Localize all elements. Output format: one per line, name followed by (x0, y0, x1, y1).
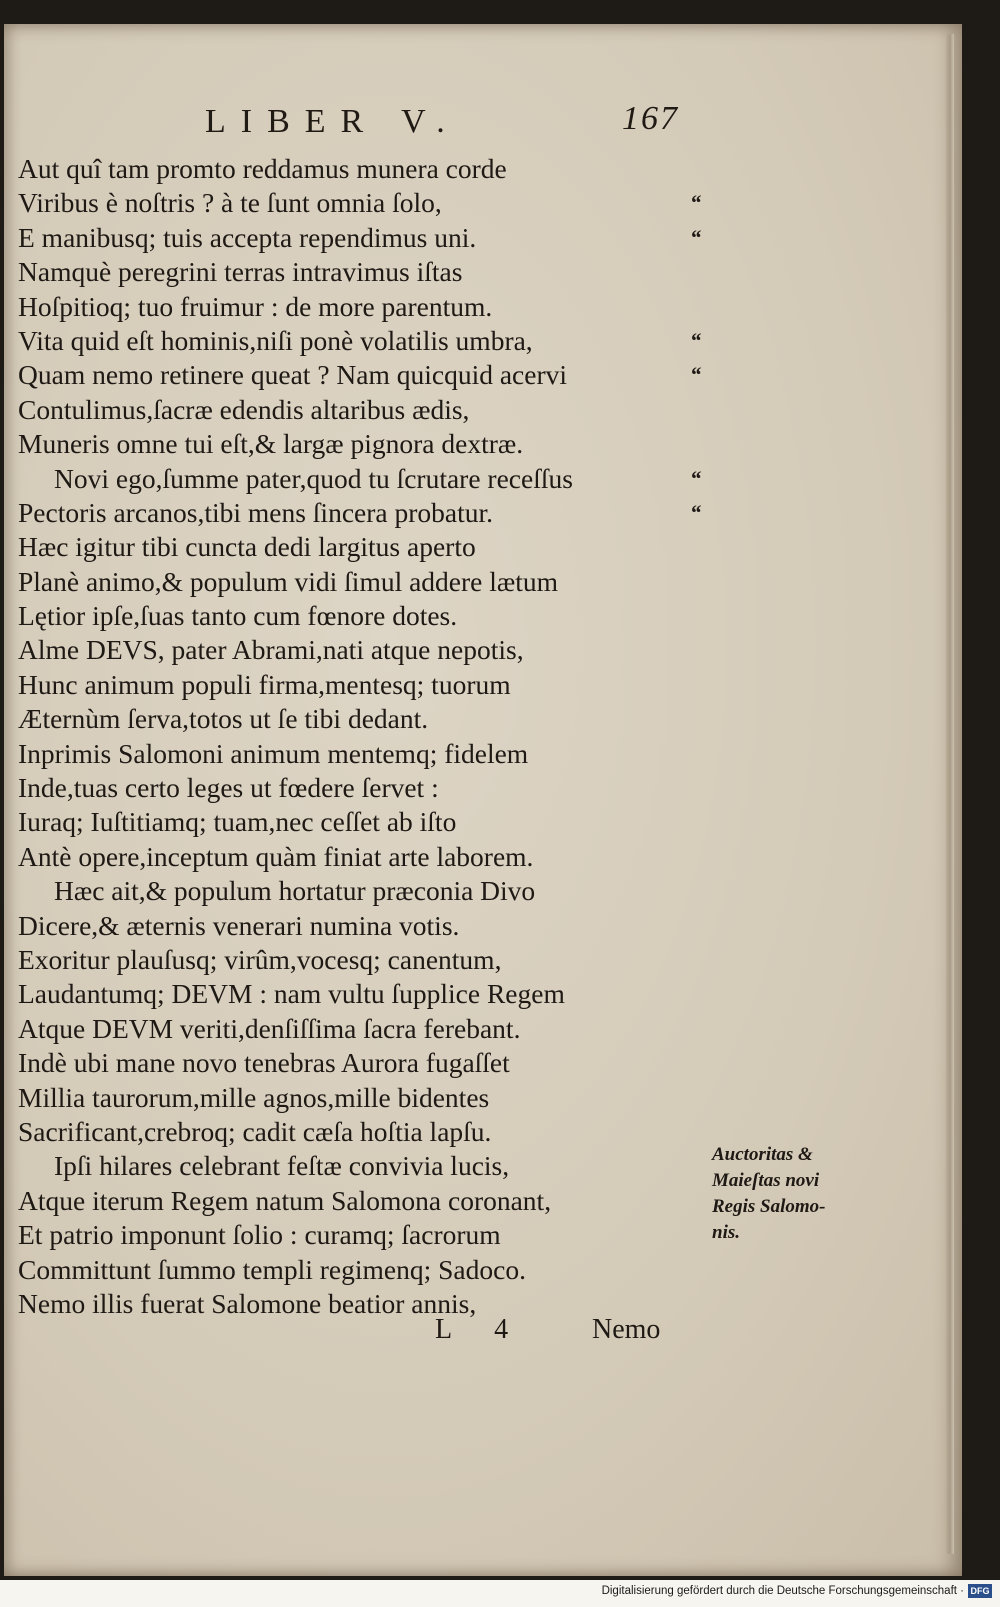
running-head: LIBER V. (205, 103, 460, 140)
verse-line: Millia taurorum,mille agnos,mille bidentes (18, 1081, 490, 1113)
verse-line: Committunt ſummo templi regimenq; Sadoco. (18, 1253, 526, 1285)
verse-line: Nemo illis fuerat Salomone beatior annis, (18, 1287, 477, 1319)
verse-line: Vita quid eſt hominis,niſi ponè volatilis umbra, (18, 324, 533, 356)
verse-line: Novi ego,ſumme pater,quod tu ſcrutare receſſus (54, 462, 573, 494)
verse-line: Iuraq; Iuſtitiamq; tuam,nec ceſſet ab iſto (18, 806, 457, 838)
marginal-note-line: Regis Salomo- (712, 1196, 826, 1217)
catchword: Nemo (592, 1314, 661, 1345)
verse-line: Sacrificant,crebroq; cadit cæſa hoſtia lapſu. (18, 1115, 492, 1147)
verse-text (18, 152, 698, 1321)
verse-line: Inprimis Salomoni animum mentemq; fidelem (18, 737, 529, 769)
verse-line: E manibusq; tuis accepta rependimus uni. (18, 221, 477, 253)
page-number: 167 (622, 100, 679, 137)
verse-line: Antè opere,inceptum quàm finiat arte laborem. (18, 840, 534, 872)
verse-line: Æternùm ſerva,totos ut ſe tibi dedant. (18, 703, 429, 735)
verse-line: Hæc ait,& populum hortatur præconia Divo (54, 875, 536, 907)
verse-line: Muneris omne tui eſt,& largæ pignora dextræ. (18, 428, 524, 460)
verse-line: Hoſpitioq; tuo fruimur : de more parentum. (18, 290, 493, 322)
verse-line: Planè animo,& populum vidi ſimul addere lætum (18, 565, 559, 597)
verse-line: Quam nemo retinere queat ? Nam quicquid acervi (18, 359, 568, 391)
verse-line: Namquè peregrini terras intravimus iſtas (18, 256, 463, 288)
quote-marker: “ (690, 190, 701, 216)
signature-mark: L 4 (435, 1314, 527, 1345)
quote-marker: “ (690, 465, 701, 491)
dfg-logo-icon: DFG (968, 1584, 992, 1598)
marginal-note-line: nis. (712, 1222, 740, 1243)
verse-line: Atque iterum Regem natum Salomona coronant, (18, 1184, 552, 1216)
marginal-note-line: Auctoritas & (712, 1144, 813, 1165)
quote-marker: “ (690, 328, 701, 353)
verse-line: Lętior ipſe,ſuas tanto cum fœnore dotes. (18, 600, 458, 632)
verse-line: Viribus è noſtris ? à te ſunt omnia ſolo, (18, 187, 442, 219)
verse-line: Et patrio imponunt ſolio : curamq; ſacrorum (18, 1219, 501, 1251)
verse-line: Laudantumq; DEVM : nam vultu ſupplice Regem (18, 978, 565, 1010)
quote-marker: “ (690, 224, 701, 250)
verse-line: Atque DEVM veriti,denſiſſima ſacra ferebant. (18, 1012, 521, 1044)
page-edge (946, 34, 954, 1554)
quote-marker: “ (690, 362, 701, 388)
verse-line: Hæc igitur tibi cuncta dedi largitus aperto (18, 531, 476, 563)
marginal-note (712, 1142, 862, 1246)
marginal-note-line: Maieſtas novi (712, 1170, 820, 1191)
verse-line: Indè ubi mane novo tenebras Aurora fugaſſet (18, 1047, 510, 1079)
verse-line: Ipſi hilares celebrant feſtæ convivia lucis, (54, 1150, 510, 1182)
verse-line: Exoritur plauſusq; virûm,vocesq; canentum, (18, 943, 502, 975)
footer-bar (0, 1580, 1000, 1607)
verse-line: Hunc animum populi firma,mentesq; tuorum (18, 668, 511, 700)
verse-line: Aut quî tam promto reddamus munera corde (18, 153, 507, 184)
verse-line: Pectoris arcanos,tibi mens ſincera probatur. (18, 496, 493, 528)
verse-line: Alme DEVS, pater Abrami,nati atque nepotis, (18, 634, 524, 666)
verse-line: Dicere,& æternis venerari numina votis. (18, 909, 460, 941)
verse-line: Inde,tuas certo leges ut fœdere ſervet : (18, 772, 439, 804)
verse-line: Contulimus,ſacræ edendis altaribus ædis, (18, 393, 470, 425)
footer-credit: Digitalisierung gefördert durch die Deutsche Forschungsgemeinschaft · (601, 1585, 964, 1597)
quote-marker: “ (690, 500, 701, 525)
